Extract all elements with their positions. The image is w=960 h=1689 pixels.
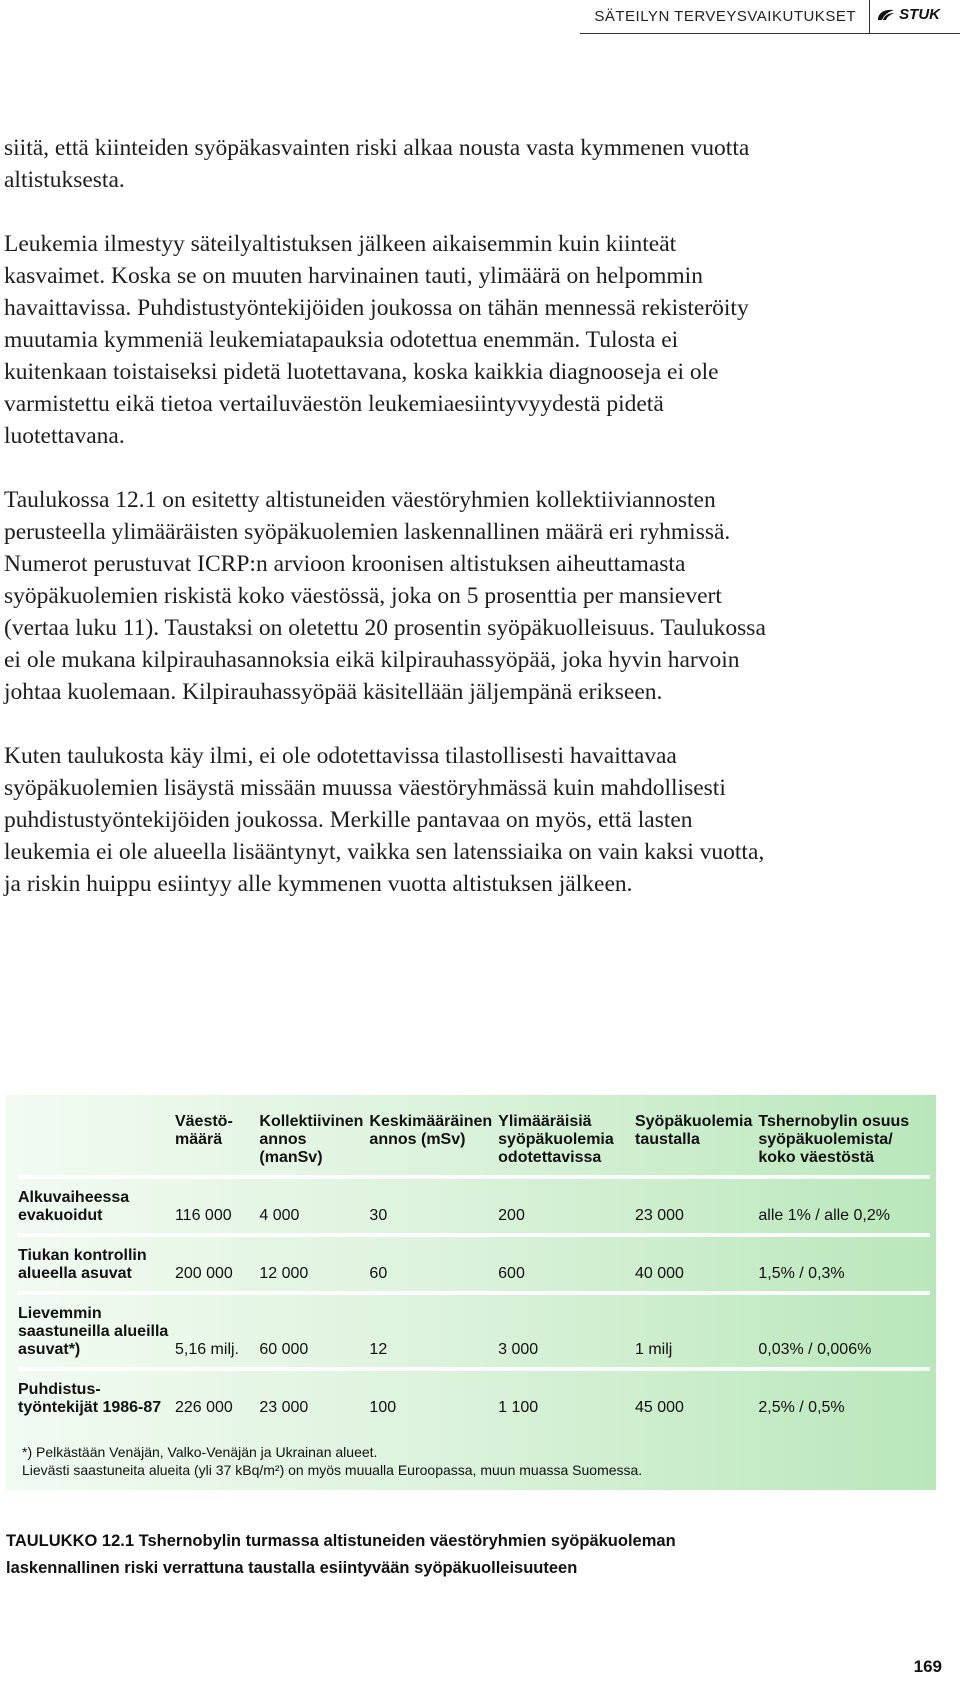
table-row [18,1233,930,1291]
table-cell: 116 000 [175,1175,259,1233]
page-header [580,0,960,34]
header-divider [869,0,870,34]
header-cell: Väestö-määrä [174,1113,233,1148]
table-cell: 5,16 milj. [175,1291,259,1367]
body-text [4,132,779,932]
header-cell: Syöpäkuolemia taustalla [634,1113,753,1148]
row-label: Puhdistus-työntekijät 1986-87 [18,1367,175,1425]
logo-text: STUK [899,6,940,23]
table-cell: 30 [369,1175,498,1233]
paragraph: Taulukossa 12.1 on esitetty altistuneiden väestöryhmien kollektiiviannosten perusteella ylimääräisten syöpäkuolemien laskennallinen määrä eri ryhmissä. Numerot perustuvat ICRP:n arvioon kroonisen altistuksen aiheuttamasta syöpäkuolemien riskistä koko väestössä, joka on 5 prosenttia per mansievert (vertaa luku 11). Taustaksi on oletettu 20 prosentin syöpäkuolleisuus. Taulukossa ei ole mukana kilpirauhasannoksia eikä kilpirauhassyöpää, joka hyvin harvoin johtaa kuolemaan. Kilpirauhassyöpää käsitellään jäljempänä erikseen. [4,487,766,705]
table-caption: TAULUKKO 12.1 Tshernobylin turmassa altistuneiden väestöryhmien syöpäkuoleman laskennallinen riski verrattuna taustalla esiintyvään syöpäkuolleisuuteen [6,1532,676,1577]
table-cell: 45 000 [635,1367,758,1425]
table-cell: 60 000 [259,1291,369,1367]
paragraph: siitä, että kiinteiden syöpäkasvainten riski alkaa nousta vasta kymmenen vuotta altistuksesta. [4,135,750,193]
table-cell: 40 000 [635,1233,758,1291]
table-cell: 0,03% / 0,006% [758,1291,930,1367]
table-header-row [18,1103,930,1175]
table-cell: 23 000 [259,1367,369,1425]
table-cell: 100 [369,1367,498,1425]
paragraph: Kuten taulukosta käy ilmi, ei ole odotettavissa tilastollisesti havaittavaa syöpäkuolemien lisäystä missään muussa väestöryhmässä kuin mahdollisesti puhdistustyöntekijöiden joukossa. Merkille pantavaa on myös, että lasten leukemia ei ole alueella lisääntynyt, vaikka sen latenssiaika on vain kaksi vuotta, ja riskin huippu esiintyy alle kymmenen vuotta altistuksen jälkeen. [4,743,765,897]
paragraph: Leukemia ilmestyy säteilyaltistuksen jälkeen aikaisemmin kuin kiinteät kasvaimet. Koska se on muuten harvinainen tauti, ylimäärä on helpommin havaittavissa. Puhdistustyöntekijöiden joukossa on tähän mennessä rekisteröity muutamia kymmeniä leukemiatapauksia odotettua enemmän. Tulosta ei kuitenkaan toistaiseksi pidetä luotettavana, koska kaikkia diagnooseja ei ole varmistettu eikä tietoa vertailuväestön leukemiaesiintyvyydestä pidetä luotettavana. [4,231,749,449]
table-cell: 60 [369,1233,498,1291]
table-cell: 12 [369,1291,498,1367]
data-table [18,1103,930,1425]
footnote-line: *) Pelkästään Venäjän, Valko-Venäjän ja Ukrainan alueet. [22,1444,378,1460]
table-cell: 200 [498,1175,635,1233]
row-label: Tiukan kontrollin alueella asuvat [18,1233,175,1291]
header-cell: Ylimääräisiä syöpäkuolemia odotettavissa [498,1113,614,1166]
table-cell: 1 milj [635,1291,758,1367]
header-cell: Tshernobylin osuus syöpäkuolemista/ koko väestöstä [758,1113,910,1166]
table-cell: 1,5% / 0,3% [758,1233,930,1291]
table-cell: 23 000 [635,1175,758,1233]
header-cell: Keskimääräinen annos (mSv) [369,1113,493,1148]
row-label: Alkuvaiheessa evakuoidut [18,1175,175,1233]
header-title: SÄTEILYN TERVEYSVAIKUTUKSET [594,8,856,25]
page-number: 169 [913,1657,942,1676]
table-cell: 12 000 [259,1233,369,1291]
row-label: Lievemmin saastuneilla alueilla asuvat*) [18,1291,175,1367]
table-footnote [22,1443,922,1479]
stuk-logo-icon [876,8,896,22]
header-rule [580,33,960,34]
table-cell: 600 [498,1233,635,1291]
table-cell: 2,5% / 0,5% [758,1367,930,1425]
header-cell: Kollektiivinen annos (manSv) [259,1113,364,1166]
table-row [18,1291,930,1367]
table-row [18,1175,930,1233]
table-cell: 3 000 [498,1291,635,1367]
stuk-logo [876,6,940,23]
footnote-line: Lievästi saastuneita alueita (yli 37 kBq/m²) on myös muualla Euroopassa, muun muassa Suomessa. [22,1462,643,1478]
table-row [18,1367,930,1425]
table-cell: 4 000 [259,1175,369,1233]
table-cell: alle 1% / alle 0,2% [758,1175,930,1233]
table-cell: 1 100 [498,1367,635,1425]
table-cell: 226 000 [175,1367,259,1425]
table-cell: 200 000 [175,1233,259,1291]
table-panel [6,1095,936,1490]
header-cell [18,1103,175,1175]
